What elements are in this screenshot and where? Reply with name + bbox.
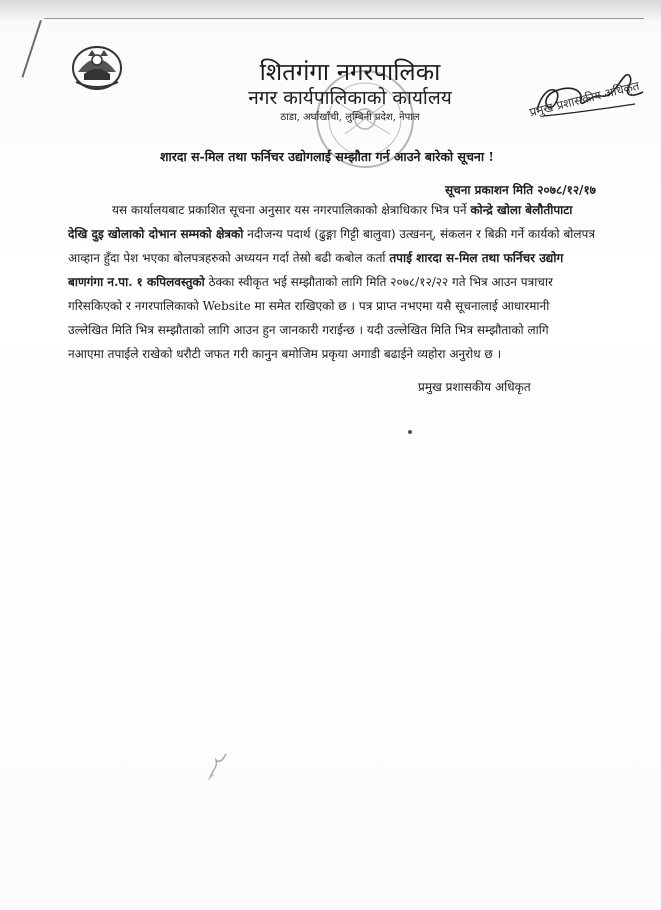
office-name: नगर कार्यपालिकाको कार्यालय bbox=[248, 87, 452, 109]
body-text: आव्हान हुँदा पेश भएका बोलपत्रहरुको अध्ययन गर्दा तेस्रो बढी कबोल कर्ता bbox=[68, 251, 390, 265]
body-line bbox=[68, 318, 614, 342]
page-corner-fold bbox=[21, 20, 41, 78]
signatory-title: प्रमुख प्रशासकीय अधिकृत bbox=[528, 78, 641, 120]
body-text-bold: कोन्द्रे खोला बेलौतीपाटा bbox=[470, 203, 573, 217]
notice-subject: शारदा स-मिल तथा फर्निचर उद्योगलाई सम्झौता गर्न आउने बारेको सूचना ! bbox=[160, 149, 494, 164]
body-text: ठेक्का स्वीकृत भई सम्झौताको लागि मिति २०७८/१२/२२ गते भित्र आउन पत्राचार bbox=[204, 275, 553, 289]
body-line bbox=[68, 222, 614, 246]
scan-top-edge bbox=[0, 0, 661, 20]
letterhead bbox=[200, 58, 500, 124]
body-text-bold: बाणगंगा न.पा. १ कपिलवस्तुको bbox=[68, 275, 205, 289]
body-line bbox=[68, 246, 614, 270]
body-line bbox=[68, 342, 614, 366]
body-text: गरिसकिएको र नगरपालिकाको Website मा समेत राखिएको छ । पत्र प्राप्त नभएमा यसै सूचनालाई आधारमानी bbox=[68, 299, 550, 313]
closing-signatory: प्रमुख प्रशासकीय अधिकृत bbox=[418, 380, 531, 394]
body-text-bold: तपाई शारदा स-मिल तथा फर्निचर उद्योग bbox=[389, 251, 564, 265]
scan-speck bbox=[408, 430, 412, 434]
municipality-name: शितगंगा नगरपालिका bbox=[259, 58, 441, 86]
body-text: नदीजन्य पदार्थ (ढुङ्गा गिट्टी बालुवा) उत्खनन्, संकलन र बिक्री गर्ने कार्यको बोलपत्र bbox=[243, 227, 595, 241]
body-line bbox=[68, 198, 614, 222]
body-text-bold: देखि दुइ खोलाको दोभान सम्मको क्षेत्रको bbox=[68, 227, 244, 241]
government-emblem-icon bbox=[70, 42, 124, 92]
notice-body bbox=[68, 198, 614, 366]
page-fold-line bbox=[44, 18, 644, 19]
scan-smudge bbox=[206, 752, 230, 782]
office-address: ठाडा, अर्घाखाँची, लुम्बिनी प्रदेश, नेपाल bbox=[280, 112, 420, 123]
body-line bbox=[68, 270, 614, 294]
body-line bbox=[68, 294, 614, 318]
body-text: यस कार्यालयबाट प्रकाशित सूचना अनुसार यस नगरपालिकाको क्षेत्राधिकार भित्र पर्ने bbox=[112, 203, 471, 217]
publication-date: सूचना प्रकाशन मिति २०७८/१२/१७ bbox=[445, 183, 596, 197]
body-text: नआएमा तपाईले राखेको धरौटी जफत गरी कानुन बमोजिम प्रकृया अगाडी बढाईने व्यहोरा अनुरोध छ । bbox=[68, 347, 502, 361]
body-text: उल्लेखित मिति भित्र सम्झौताको लागि आउन हुन जानकारी गराईन्छ । यदी उल्लेखित मिति भित्र सम्झौताको लागि bbox=[68, 323, 549, 337]
